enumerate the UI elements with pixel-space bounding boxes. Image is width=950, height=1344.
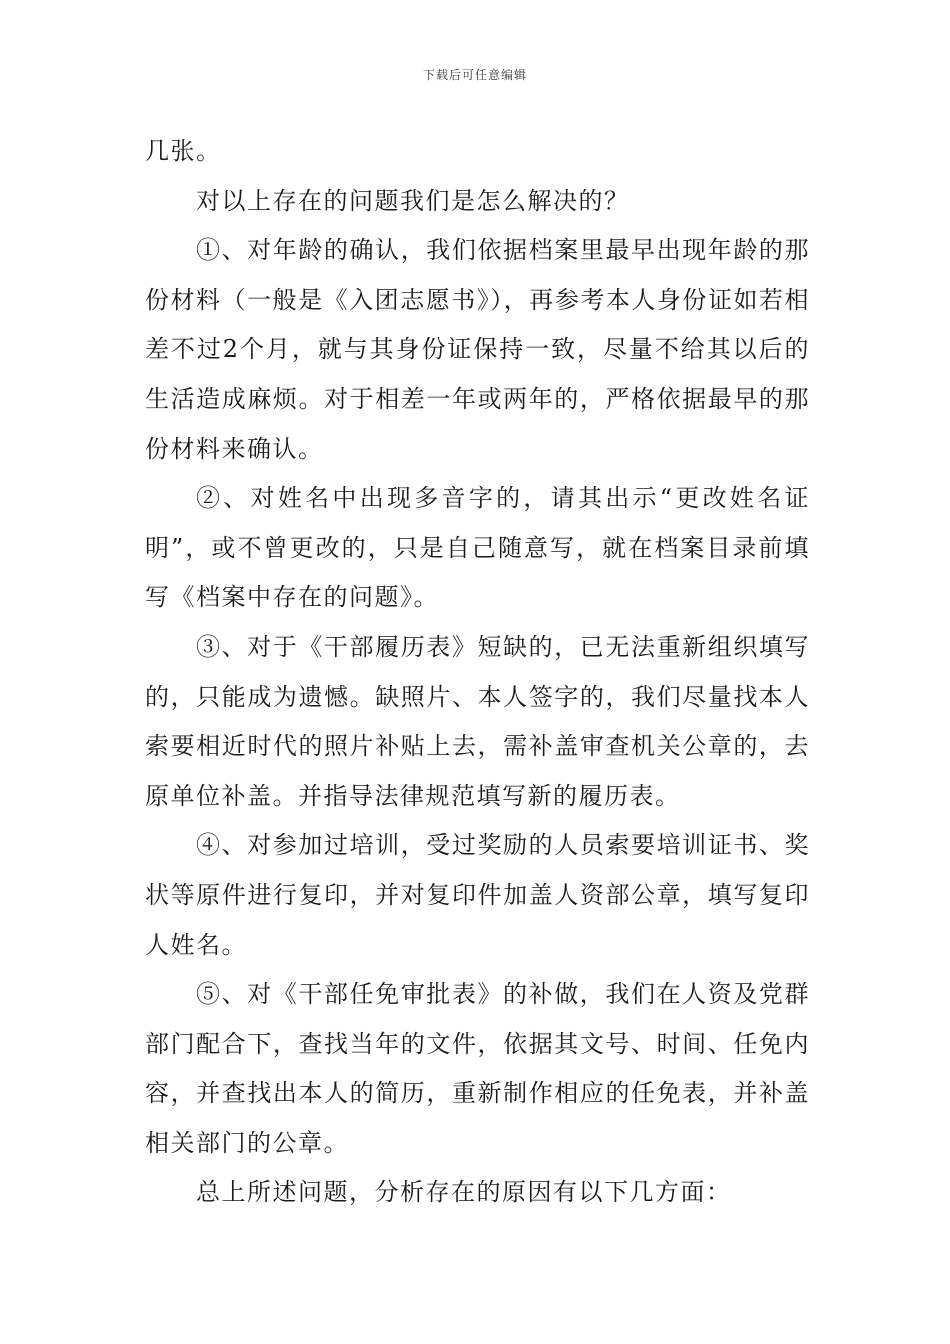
paragraph-item-2: ②、对姓名中出现多音字的，请其出示“更改姓名证明”，或不曾更改的，只是自己随意写，就在档案目录前填写《档案中存在的问题》。	[145, 484, 810, 612]
paragraph-item-1: ①、对年龄的确认，我们依据档案里最早出现年龄的那份材料（一般是《入团志愿书》），再参考本人身份证如若相差不过2个月，就与其身份证保持一致，尽量不给其以后的生活造成麻烦。对于相差一年或两年的，严格依据最早的那份材料来确认。	[145, 236, 810, 463]
paragraph-item-3: ③、对于《干部履历表》短缺的，已无法重新组织填写的，只能成为遗憾。缺照片、本人签字的，我们尽量找本人索要相近时代的照片补贴上去，需补盖审查机关公章的，去原单位补盖。并指导法律规范填写新的履历表。	[145, 632, 810, 810]
document-body	[145, 127, 810, 1218]
paragraph-item-4: ④、对参加过培训，受过奖励的人员索要培训证书、奖状等原件进行复印，并对复印件加盖人资部公章，填写复印人姓名。	[145, 831, 810, 959]
page-header: 下载后可任意编辑	[422, 68, 527, 82]
paragraph-continuation: 几张。	[145, 137, 222, 165]
paragraph-item-5: ⑤、对《干部任免审批表》的补做，我们在人资及党群部门配合下，查找当年的文件，依据其文号、时间、任免内容，并查找出本人的简历，重新制作相应的任免表，并补盖相关部门的公章。	[145, 980, 810, 1157]
paragraph-summary: 总上所述问题，分析存在的原因有以下几方面：	[196, 1178, 732, 1207]
paragraph-question: 对以上存在的问题我们是怎么解决的？	[196, 186, 630, 215]
